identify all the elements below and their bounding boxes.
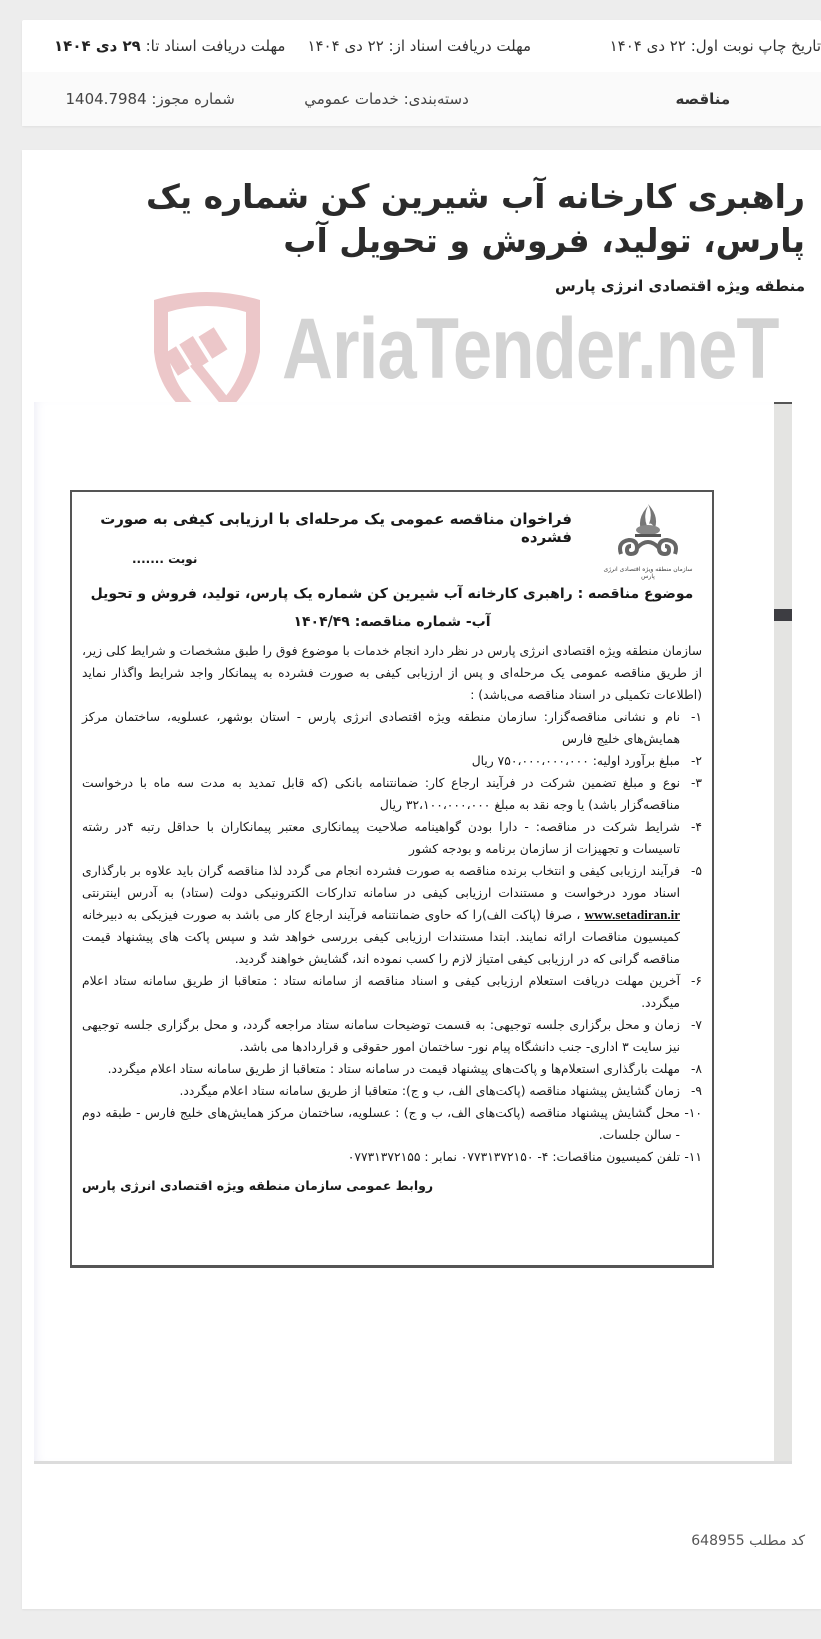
post-code-value: 648955 (691, 1533, 745, 1549)
notice-item: ۴- شرایط شرکت در مناقصه: - دارا بودن گواهینامه صلاحیت پیمانکاری معتبر پیمانکاران با حداقل رتبه ۴در رشته تاسیسات و تجهیزات از سازمان برنامه و بودجه کشور (82, 820, 702, 856)
scanned-notice-image (34, 402, 792, 1464)
category (268, 90, 544, 108)
notice-item: ۵- فرآیند ارزیابی کیفی و انتخاب برنده مناقصه به صورت فشرده انجام می گردد لذا مناقصه گران باید علاوه بر بارگذاری اسناد مورد درخواست و مستندات ارزیابی کیفی در سامانه تدارکات الکترونیکی دولت (ستاد) به آدرس اینترنتی www.setadiran.ir ، صرفا (پاکت الف)را که حاوی ضمانتنامه فرآیند ارجاع کار می باشد به صورت فیزیکی به دبیرخانه کمیسیون مناقصات ارائه نمایند. ابتدا مستندات ارزیابی کیفی بررسی خواهد شد و سپس پاکت های پیشنهاد قیمت مناقصه گرانی که در ارزیابی کیفی امتیاز لازم را کسب نموده اند، گشایش خواهند گردید. (82, 864, 702, 966)
post-code (691, 1533, 805, 1549)
page-title: راهبری کارخانه آب شیرین کن شماره یک پارس، تولید، فروش و تحویل آب (145, 177, 805, 260)
first-print-label: تاریخ چاپ نوبت اول: (690, 37, 821, 55)
nioc-logo (598, 502, 698, 580)
docs-from-value: ۲۲ دی ۱۴۰۴ (307, 37, 384, 55)
notice-item: ۲- مبلغ برآورد اولیه: ۷۵۰،۰۰۰،۰۰۰،۰۰۰ ریال (471, 754, 702, 768)
tender-type: مناقصه (675, 90, 731, 108)
first-print-date (541, 37, 821, 55)
post-code-label: کد مطلب (749, 1533, 805, 1549)
first-print-value: ۲۲ دی ۱۴۰۴ (609, 37, 686, 55)
notice-subject: موضوع مناقصه : راهبری کارخانه آب شیرین کن شماره یک پارس، تولید، فروش و تحویل آب- شماره مناقصه: ۱۴۰۴/۴۹ (90, 586, 694, 630)
watermark-text: AriaTender.neT (282, 301, 779, 397)
license-number (22, 90, 268, 108)
logo-caption: سازمان منطقه ویژه اقتصادی انرژی پارس (603, 566, 693, 580)
docs-from-label: مهلت دریافت اسناد از: (388, 37, 532, 55)
notice-frame (70, 490, 714, 1268)
scan-edge (774, 402, 792, 1461)
docs-to-date (22, 37, 297, 55)
license-label: شماره مجوز: (151, 90, 235, 108)
license-value: 1404.7984 (65, 90, 147, 108)
notice-item: ۱۰- محل گشایش پیشنهاد مناقصه (پاکت‌های الف، ب و ج) : عسلویه، ساختمان مرکز همایش‌های خلیج فارس - طبقه دوم - سالن جلسات. (82, 1106, 702, 1142)
notice-item: ۶- آخرین مهلت دریافت استعلام ارزیابی کیفی و اسناد مناقصه از سامانه ستاد : متعاقبا از طریق سامانه ستاد اعلام میگردد. (82, 974, 702, 1010)
docs-to-value: ۲۹ دی ۱۴۰۴ (54, 37, 141, 55)
setadiran-link[interactable]: www.setadiran.ir (584, 907, 680, 922)
flame-logo-icon (613, 502, 683, 560)
category-label: دسته‌بندی: (403, 90, 469, 108)
info-row-dates (22, 20, 821, 72)
info-row-meta (22, 72, 821, 126)
notice-item: ۱۱- تلفن کمیسیون مناقصات: ۴- ۰۷۷۳۱۳۷۲۱۵۰ نمابر : ۰۷۷۳۱۳۷۲۱۵۵ (347, 1150, 702, 1164)
notice-heading: فراخوان مناقصه عمومی یک مرحله‌ای با ارزیابی کیفی به صورت فشرده (100, 510, 572, 546)
tender-info-card (22, 20, 821, 126)
notice-signature: روابط عمومی سازمان منطقه ویژه اقتصادی انرژی پارس (82, 1178, 434, 1193)
tender-detail-card (22, 150, 821, 1609)
notice-item: ۳- نوع و مبلغ تضمین شرکت در فرآیند ارجاع کار: ضمانتنامه بانکی (که قابل تمدید به مدت سه ماه با درخواست مناقصه‌گزار باشد) یا وجه نقد به مبلغ ۳۲،۱۰۰،۰۰۰،۰۰۰ ریال (82, 776, 702, 812)
notice-intro: سازمان منطقه ویژه اقتصادی انرژی پارس در نظر دارد انجام خدمات با موضوع فوق را طبق مشخصات و شرایط کلی زیر، از طریق مناقصه عمومی یک مرحله‌ای و پس از ارزیابی کیفی به صورت فشرده به پیمانکار واجد شرایط واگذار نماید (اطلاعات تکمیلی در اسناد مناقصه می‌باشد) : (82, 644, 702, 702)
organization-name: منطقه ویژه اقتصادی انرژی پارس (555, 277, 805, 295)
notice-conditions (82, 706, 702, 1168)
docs-to-label: مهلت دریافت اسناد تا: (145, 37, 286, 55)
category-value: خدمات عمومي (304, 90, 399, 108)
docs-from-date (298, 37, 541, 55)
notice-header (82, 492, 702, 584)
notice-item: ۷- زمان و محل برگزاری جلسه توجیهی: به قسمت توضیحات سامانه ستاد مراجعه گردد، و محل برگزاری جلسه توجیهی نیز سایت ۳ اداری- جنب دانشگاه پیام نور- ساختمان امور حقوقی و قراردادها می باشد. (82, 1018, 702, 1054)
notice-item: ۹- زمان گشایش پیشنهاد مناقصه (پاکت‌های الف، ب و ج): متعاقبا از طریق سامانه ستاد اعلام میگردد. (179, 1084, 702, 1098)
notice-item: ۸- مهلت بارگذاری استعلام‌ها و پاکت‌های پیشنهاد قیمت در سامانه ستاد : متعاقبا از طریق سامانه ستاد اعلام میگردد. (107, 1062, 702, 1076)
notice-item: ۱- نام و نشانی مناقصه‌گزار: سازمان منطقه ویژه اقتصادی انرژی پارس - استان بوشهر، عسلویه، ساختمان مرکز همایش‌های خلیج فارس (82, 710, 702, 746)
notice-round: نوبت ....... (132, 552, 198, 566)
